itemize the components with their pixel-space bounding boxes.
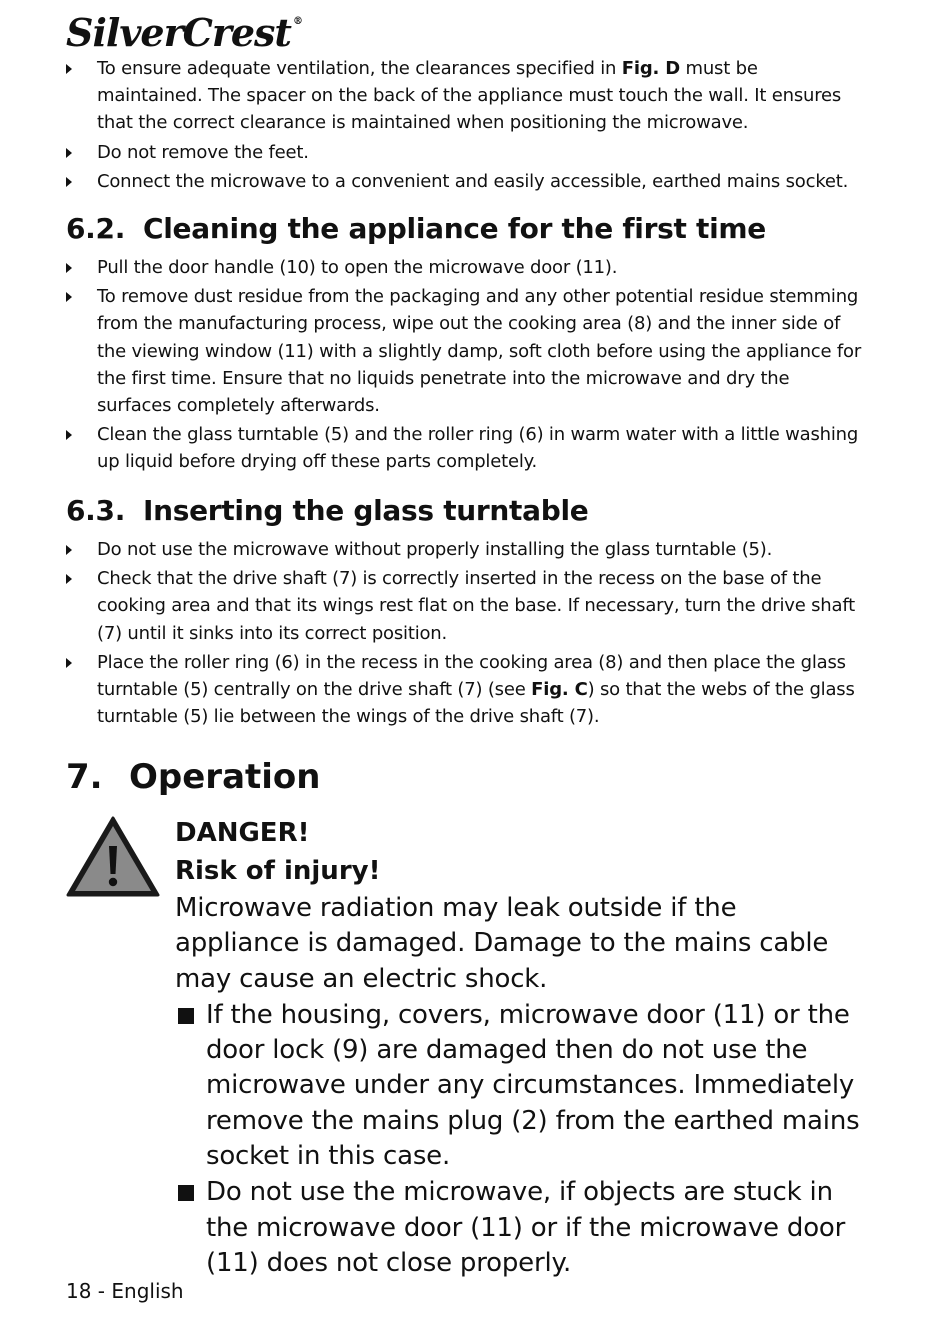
list-item: [66, 55, 866, 137]
list-item: [175, 1175, 865, 1281]
section-title: Inserting the glass turntable: [143, 494, 589, 527]
page-footer: 18 - English: [66, 1279, 184, 1303]
danger-notice: [175, 814, 865, 1281]
bullet-text: Pull the door handle (10) to open the microwave door (11).: [97, 257, 618, 278]
triangle-bullet-icon: [66, 430, 72, 440]
section-6-3: [66, 494, 866, 730]
bullet-text: To remove dust residue from the packaging and any other potential residue stemming from the manufacturing process, wipe out the cooking area (8) and the inner side of the viewing window (11) with a slightly damp, soft cloth before using the appliance for the first time. Ensure that no liquids penetrate into the microwave and dry the surfaces completely afterwards.: [97, 286, 862, 417]
registered-mark: ®: [292, 16, 302, 27]
list-item: [175, 998, 865, 1174]
section-heading: [66, 212, 866, 246]
section-heading: [66, 494, 866, 528]
figure-reference: Fig. D: [621, 58, 680, 79]
section-bullet-list: [66, 536, 866, 730]
bullet-text: ) so that the webs of the glass turntable (5) lie between the wings of the drive shaft (7).: [97, 679, 855, 728]
danger-text: Microwave radiation may leak outside if the appliance is damaged. Damage to the mains cable may cause an electric shock.: [175, 893, 829, 994]
danger-item-text: If the housing, covers, microwave door (11) or the door lock (9) are damaged then do not use the microwave under any circumstances. Immediately remove the mains plug (2) from the earthed mains socket in this case.: [206, 999, 860, 1172]
triangle-bullet-icon: [66, 658, 72, 668]
figure-reference: Fig. C: [531, 679, 588, 701]
square-bullet-icon: [178, 1185, 194, 1201]
chapter-title: Operation: [129, 757, 321, 797]
list-item: [66, 168, 866, 195]
triangle-bullet-icon: [66, 263, 72, 273]
section-7: [66, 757, 866, 797]
triangle-bullet-icon: [66, 292, 72, 302]
brand-logo-text: SilverCrest: [66, 10, 291, 55]
chapter-heading: [66, 757, 866, 797]
bullet-text: Do not remove the feet.: [97, 141, 309, 163]
list-item: [66, 139, 866, 166]
bullet-text: Place the roller ring (6) in the recess in the cooking area (8) and then place the glass turntable (5) centrally on the drive shaft (7) (see: [97, 651, 846, 701]
section-number: 6.2.: [66, 212, 126, 245]
bullet-text: Do not use the microwave without properly installing the glass turntable (5).: [97, 539, 773, 560]
list-item: [66, 254, 866, 281]
bullet-text: must be maintained. The spacer on the back of the appliance must touch the wall. It ensures that the correct clearance is maintained when positioning the microwave.: [97, 58, 842, 134]
list-item: [66, 536, 866, 563]
intro-section: [66, 55, 866, 195]
bullet-text: Clean the glass turntable (5) and the roller ring (6) in warm water with a little washing up liquid before drying off these parts completely.: [97, 424, 859, 473]
triangle-bullet-icon: [66, 64, 72, 74]
danger-subtitle: Risk of injury!: [175, 856, 381, 886]
list-item: [66, 649, 866, 731]
triangle-bullet-icon: [66, 545, 72, 555]
danger-item-text: Do not use the microwave, if objects are stuck in the microwave door (11) or if the microwave door (11) does not close properly.: [206, 1177, 846, 1278]
triangle-bullet-icon: [66, 574, 72, 584]
list-item: [66, 565, 866, 647]
square-bullet-icon: [178, 1008, 194, 1024]
triangle-bullet-icon: [66, 148, 72, 158]
bullet-text: Connect the microwave to a convenient and easily accessible, earthed mains socket.: [97, 170, 849, 192]
triangle-bullet-icon: [66, 177, 72, 187]
list-item: [66, 283, 866, 419]
list-item: [66, 421, 866, 475]
section-number: 6.3.: [66, 494, 126, 527]
section-bullet-list: [66, 254, 866, 476]
warning-triangle-icon: [66, 816, 160, 898]
intro-bullet-list: [66, 55, 866, 195]
chapter-number: 7.: [66, 757, 103, 797]
bullet-text: Check that the drive shaft (7) is correctly inserted in the recess on the base of the cooking area and that its wings rest flat on the base. If necessary, turn the drive shaft (7) until it sinks into its correct position.: [97, 568, 855, 644]
bullet-text: To ensure adequate ventilation, the clearances specified in: [97, 58, 622, 79]
section-6-2: [66, 212, 866, 476]
brand-logo: [66, 0, 302, 55]
danger-label: DANGER!: [175, 818, 310, 848]
section-title: Cleaning the appliance for the first time: [143, 212, 766, 245]
